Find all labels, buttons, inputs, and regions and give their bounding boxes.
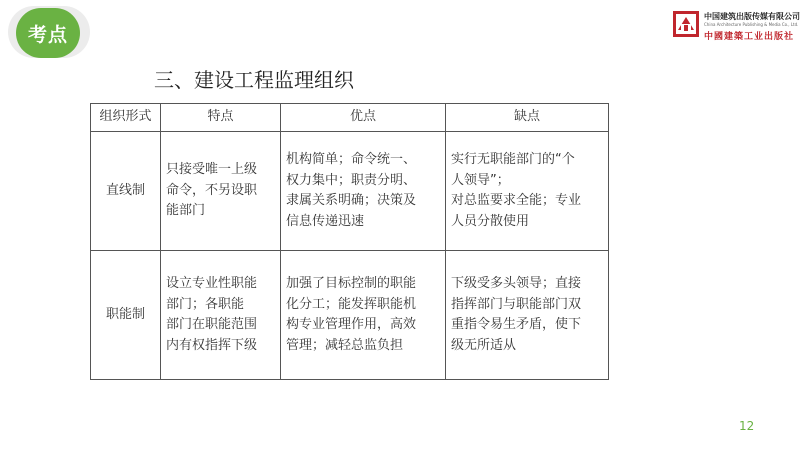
pros-line: 隶属关系明确；决策及 <box>286 193 417 208</box>
organization-table <box>90 103 609 380</box>
cons-line: 下级受多头领导；直接 <box>451 276 582 291</box>
feature-line: 内有权指挥下级 <box>166 337 258 353</box>
page-number: 12 <box>739 419 755 433</box>
publisher-logo <box>672 8 800 44</box>
topic-badge-label: 考点 <box>27 23 68 46</box>
pros-line: 管理；减轻总监负担 <box>286 337 404 353</box>
cons-line: 对总监要求全能；专业 <box>451 193 582 208</box>
pros-line: 机构简单；命令统一、 <box>286 152 417 167</box>
row-form-label: 直线制 <box>91 132 161 251</box>
header-form: 组织形式 <box>91 104 161 132</box>
cons-line: 人领导”； <box>451 172 510 188</box>
header-feature: 特点 <box>161 104 281 132</box>
pros-line: 加强了目标控制的职能 <box>286 276 417 291</box>
cons-line: 重指令易生矛盾，使下 <box>451 317 582 332</box>
cons-line: 人员分散使用 <box>451 213 530 229</box>
table-row <box>91 132 609 251</box>
feature-line: 只接受唯一上级 <box>166 162 258 178</box>
pros-line: 化分工；能发挥职能机 <box>286 296 417 312</box>
feature-line: 部门；各职能 <box>166 296 245 312</box>
feature-line: 设立专业性职能 <box>166 276 258 291</box>
cons-cell <box>446 251 609 380</box>
feature-line: 能部门 <box>166 203 206 219</box>
cons-cell <box>446 132 609 251</box>
publisher-name-cn-secondary: 中國建築工业出版社 <box>704 32 795 42</box>
topic-badge <box>16 8 80 58</box>
pros-line: 构专业管理作用，高效 <box>286 317 417 332</box>
cons-line: 级无所适从 <box>451 337 517 353</box>
cons-line: 实行无职能部门的“个 <box>451 152 575 167</box>
section-title: 三、建设工程监理组织 <box>154 68 354 92</box>
table-header-row <box>91 104 609 132</box>
feature-line: 部门在职能范围 <box>166 317 258 332</box>
publisher-name-en: China Architecture Publishing & Media Co., Ltd. <box>704 22 799 27</box>
pros-cell <box>281 132 446 251</box>
header-pros: 优点 <box>281 104 446 132</box>
feature-cell <box>161 251 281 380</box>
feature-line: 命令，不另设职 <box>166 182 258 198</box>
pros-line: 信息传递迅速 <box>286 213 365 229</box>
pros-cell <box>281 251 446 380</box>
table-row <box>91 251 609 380</box>
header-cons: 缺点 <box>446 104 609 132</box>
row-form-label: 职能制 <box>91 251 161 380</box>
feature-cell <box>161 132 281 251</box>
pros-line: 权力集中；职责分明、 <box>286 172 417 188</box>
publisher-name-cn: 中国建筑出版传媒有限公司 <box>704 12 800 21</box>
cons-line: 指挥部门与职能部门双 <box>451 296 582 312</box>
publisher-logo-icon <box>672 10 700 38</box>
